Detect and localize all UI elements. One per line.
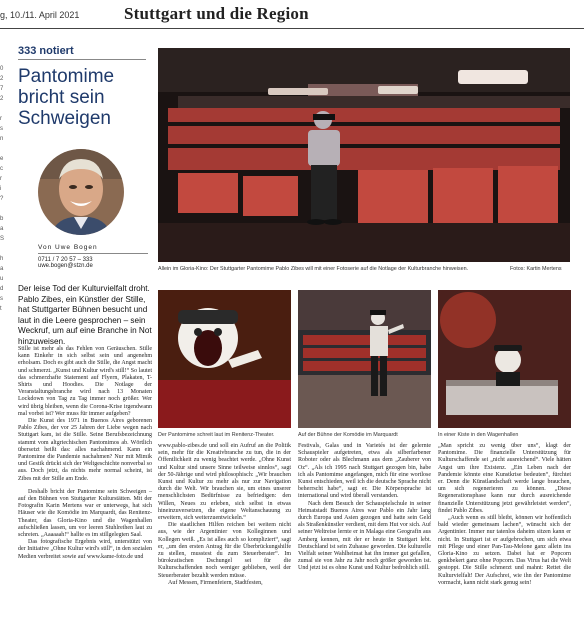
rubric-rule (18, 59, 146, 60)
strip-char: h (0, 256, 4, 262)
strip-char: d (0, 286, 4, 292)
strip-char: u (0, 276, 4, 282)
adjacent-article-strip (0, 64, 12, 314)
strip-char (0, 144, 12, 154)
col4-para-2: „Auch wenn es still bleibt, können wir hoffentlich bald wieder gemeinsam lachen“, wünscht sich der Argentinier. Immer nur tatenlos daheim sitzen kann er nicht. In Stuttgart ist er aufgebrochen, um sich etwa mit Pflege und einer Pan-Tau-Melone ganz allein ins Gloria-Kino zu setzen. Dabei hat er Popcorn genkbekert ganz ohne Popcorn. Das Virus hat die Welt gestoppt. Die Stille schmerzt und mahnt: Rettet die Kulturvielfalt! Der Aufschrei, wie ihn der Pantomime vormacht, kann nicht stark genug sein! (438, 515, 571, 586)
strip-char: b (0, 216, 4, 222)
rubric: 333 notiert (18, 45, 74, 57)
header-rule (0, 28, 584, 29)
strip-char: 2 (0, 96, 4, 102)
strip-char: r (0, 116, 2, 122)
strip-char: i (0, 186, 2, 192)
author-email[interactable]: uwe.bogen@stzn.de (38, 263, 93, 269)
strip-char: ? (0, 196, 4, 202)
section-title: Stuttgart und die Region (124, 4, 309, 23)
body-column-4 (438, 443, 571, 587)
photo2-caption: Auf der Bühne der Komödie im Marquardt (298, 432, 398, 438)
teaser: Der leise Tod der Kulturvielfalt droht. Pablo Zibes, ein Künstler der Stille, hat Stuttgarter Bühnen besucht und laut in die Leere gesprochen – sein Weckruf, um auf eine Branche in Not hinzuweisen. (18, 284, 152, 346)
col1-para-1: Stille ist mehr als das Fehlen von Geräuschen. Stille kann Einkehr in sich selbst sein und angenehm erholsam. Doch es gibt auch die Stille, die Angst macht und schmerzt. „Kunst und Kultur wird's still!“ So lautet das schmerzhafte Statement auf Flyern, Plakaten, T-Shirts und Hoodies. Die Notlage der Veranstaltungsbranche wird nach 13 Monaten Lockdown von Tag zu Tag immer noch größer. Wer wird übrig bleiben, wenn die Corona-Krise irgendwann mal vorbei ist? Wer muss für immer aufgeben? (18, 346, 152, 417)
col1-para-2: Die Kunst des 1971 in Buenos Aires geborenen Pablo Zibes, der vor 25 Jahren der Liebe wegen nach Stuttgart kam, ist die Stille. Seine Berufsbezeichnung stammt vom altgriechischen Pantomimos ab. Wörtlich übersetzt heißt das: alles nachahmend. Kann ein Pantomime die Pandemie nachahmen? Nur mit Mimik und Gestik drückt sich der Weltgeschichte nonverbal so aus. Doch jetzt, da nichts mehr normal scheint, ist Zibes mit der Stille am Ende. (18, 418, 152, 482)
col3-para-1: Festivals, Galas und in Varietés ist der gelernte Schauspieler aufgetreten, etwa als silberfarbener Roboter oder als Blechmann aus dem „Zauberer von Oz“. „Als ich 1995 nach Stuttgart gezogen bin, habe ich als Pantomime angefangen, mich für eine wortlose Kunst entschieden, weil ich die deutsche Sprache nicht beherrscht habe“, sagt er. Die Körpersprache ist international und wird überall verstanden. (298, 443, 431, 500)
headline: Pantomime bricht sein Schweigen (18, 66, 115, 129)
issue-date: g, 10./11. April 2021 (0, 10, 80, 20)
body-column-1 (18, 346, 152, 561)
author-portrait (38, 149, 124, 235)
strip-char: t (0, 306, 2, 312)
photo1-caption: Der Pantomime schreit laut im Renitenz-Theater. (158, 432, 275, 438)
author-byline: Von Uwe Bogen (38, 244, 98, 251)
col2-para-3: Auf Messen, Firmenfeiern, Stadtfesten, (168, 579, 263, 586)
col1-para-4: Das fotografische Ergebnis wird, unterstützt von der Initiative „Ohne Kultur wird's still“, in den sozialen Medien verbreitet sowie auf www.kame-foto.de und (18, 539, 152, 560)
strip-char: r (0, 176, 2, 182)
main-photo-caption: Allein im Gloria-Kino: Der Stuttgarter Pantomime Pablo Zibes will mit einer Fotoserie auf die Notlage der Kulturbranche hinweisen. (158, 266, 469, 272)
strip-char: a (0, 226, 4, 232)
body-column-2 (158, 443, 291, 587)
strip-char: e (0, 156, 4, 162)
col3-para-2: Nach dem Besuch der Schauspielschule in seiner Heimatstadt Buenos Aires war Pablo ein Jahr lang durch Europa und Asien gezogen und hatte sein Geld als Straßenkünstler verdient, mit dem Hut vor sich. Auf seiner Weltreise lernte er in Malaga eine Geografin aus Amberg kennen, mit der er heute in Stuttgart lebt. Deutschland ist sein Zuhause geworden. Die kulturelle Vielfalt seiner Wahlheimat hat ihn immer gut gefallen, zumal sie von Jahr zu Jahr noch größer geworden ist. Und jetzt ist es ohne Kunst und Kultur bedrohlich still. (298, 500, 431, 572)
col4-para-1: „Man spricht zu wenig über uns“, klagt der Pantomime. Die finanzielle Unterstützung für Kulturschaffende sei „nicht ausreichend“. Viele hätten Angst um ihre Existenz. „Ein Leben nach der Pandemie könnte eine Kunstkrise bedeuten“, fürchtet er. Denn die Künstlandschaft werde lange brauchen, um sich regenerieren zu können. „Diese Regenerationsphase kann nur durch ausreichende finanzielle Unterstützung jetzt gewährleistet werden“, findet Pablo Zibes. (438, 443, 571, 514)
strip-char: 0 (0, 66, 4, 72)
main-photo-cinema (158, 48, 570, 262)
col1-para-3: Deshalb bricht der Pantomime sein Schweigen – auf den Bühnen von Stuttgarter Kulturstätten. Mit der Fotografin Karin Mertens war er unterwegs, hat sich Häuser wie die Komödie im Marquardt, das Renitenz-Theater, das Gloria-Kino und die Wagenhallen aufschließen lassen, um vor leeren Stuhlreihen laut zu schreien. „Aaaaaah!“ hallte es im stillgelegten Saal. (18, 488, 152, 539)
strip-char: c (0, 166, 3, 172)
photo-wagenhallen (438, 290, 571, 428)
photo-credit: Fotos: Kartin Mertens (510, 266, 562, 272)
strip-char (0, 104, 12, 114)
strip-char: a (0, 266, 4, 272)
strip-char: 7 (0, 86, 4, 92)
author-phone: 0711 / 7 20 57 – 333 (38, 257, 93, 263)
photo-komoedie-marquardt (298, 290, 431, 428)
author-rule (38, 253, 148, 254)
strip-char (0, 204, 12, 214)
strip-char: s (0, 296, 3, 302)
author-box (38, 244, 148, 269)
strip-char: 2 (0, 76, 4, 82)
strip-char: S (0, 236, 5, 242)
col2-para-2: Die staatlichen Hilfen reichen bei weitem nicht aus, wie der Argentinier von Kolleginnen und Kollegen weiß. „Es ist alles auch so kompliziert“, sagt er, „um den ersten Antrag für die Überbrückungshilfe zu stellen, musstest du zum Steuerberater“. Im bürokratischen Dschungel sei für die Kulturschaffenden noch weniger geblieben, weil der Steuerberater bezahlt werden müsse. (158, 522, 291, 579)
photo3-caption: In einer Kiste in den Wagenhallen (438, 432, 519, 438)
photo-renitenz-theater (158, 290, 291, 428)
strip-char (0, 244, 12, 254)
strip-char: n (0, 136, 4, 142)
strip-char: s (0, 126, 3, 132)
col2-para-1: www.pablo-zibes.de und soll ein Aufruf an die Politik sein, mehr für die Kreativbranche zu tun, die in der Öffentlichkeit zu wenig beachtet werde. „Ohne Kunst und Kultur sind unsere Sinne teilweise sinnlos“, sagt der 50-Jährige und wird philosophisch: „Wir brauchen Kunst und Kultur zu mehr als nur zur Navigation durch die Welt. Wir brauchen sie, um eines unserer menschlichsten Bedürfnisse zu befriedigen: den Willen, Neues zu erleben, sich selbst in etwas hineinzuversetzen, die eigene Weltanschauung zu erweitern, sich weiterzuentwickeln.“ (158, 443, 291, 522)
body-column-3 (298, 443, 431, 573)
